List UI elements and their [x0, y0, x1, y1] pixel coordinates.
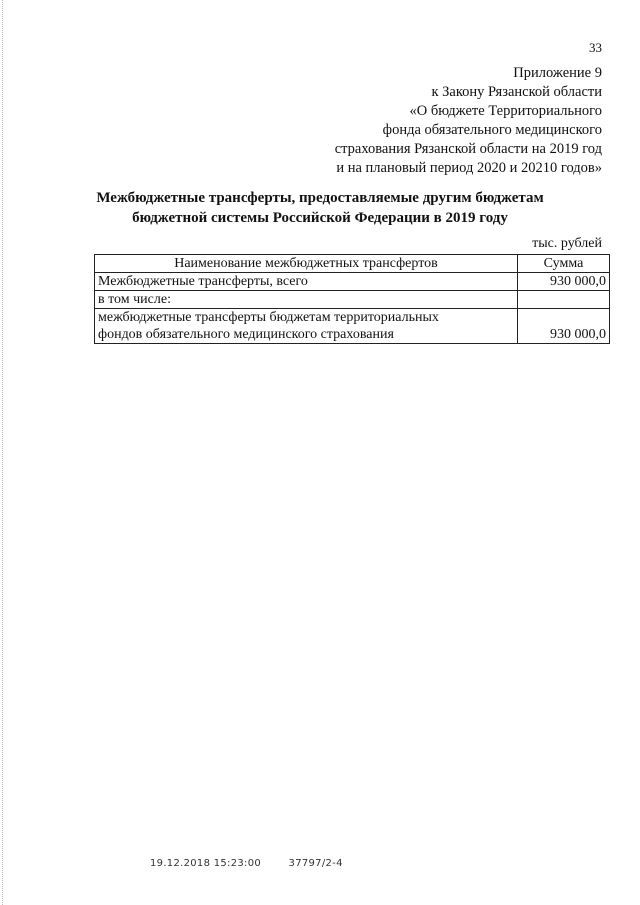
footer-code: 37797/2-4: [288, 858, 343, 869]
appendix-line: страхования Рязанской области на 2019 год: [334, 141, 602, 157]
page-number: 33: [589, 40, 602, 55]
appendix-line: фонда обязательного медицинского: [382, 122, 602, 138]
row-name-line: межбюджетные трансферты бюджетам территориальных: [98, 310, 439, 325]
row-name: [95, 309, 518, 344]
row-amount: [518, 291, 610, 309]
appendix-line: Приложение 9: [513, 65, 602, 81]
table-row: [95, 291, 610, 309]
row-name: Межбюджетные трансферты, всего: [95, 273, 518, 291]
transfers-table: [94, 254, 610, 344]
appendix-line: и на плановый период 2020 и 20210 годов»: [336, 160, 602, 176]
title-line: Межбюджетные трансферты, предоставляемые другим бюджетам: [96, 190, 544, 206]
column-header-name: Наименование межбюджетных трансфертов: [95, 255, 518, 273]
document-title: [0, 188, 640, 228]
appendix-header: [335, 64, 602, 178]
appendix-line: «О бюджете Территориального: [409, 103, 602, 119]
row-amount: 930 000,0: [518, 273, 610, 291]
footer-date: 19.12.2018 15:23:00: [150, 858, 262, 869]
appendix-line: к Закону Рязанской области: [431, 84, 602, 100]
units-label: тыс. рублей: [532, 236, 602, 251]
title-line: бюджетной системы Российской Федерации в 2019 году: [132, 210, 508, 226]
footer-stamp: [150, 858, 343, 869]
row-name: в том числе:: [95, 291, 518, 309]
table-row: [95, 309, 610, 344]
column-header-amount: Сумма: [518, 255, 610, 273]
row-amount: 930 000,0: [518, 309, 610, 344]
scan-edge-artifact: [2, 0, 4, 905]
row-name-line: фондов обязательного медицинского страхования: [98, 327, 394, 342]
table-header-row: [95, 255, 610, 273]
table-row: [95, 273, 610, 291]
